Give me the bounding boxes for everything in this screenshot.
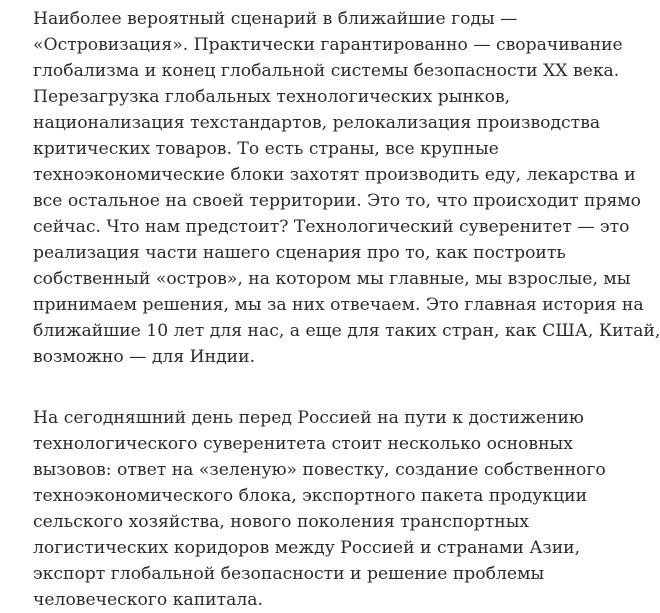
text-line: глобализма и конец глобальной системы безопасности ХХ века.: [33, 61, 620, 81]
text-line: сельского хозяйства, нового поколения транспортных: [33, 512, 530, 532]
text-line: реализация части нашего сценария про то, как построить: [33, 243, 566, 263]
text-line: экспорт глобальной безопасности и решение проблемы: [33, 564, 545, 584]
paragraph-2: [33, 405, 648, 613]
text-line: «Островизация». Практически гарантированно — сворачивание: [33, 35, 623, 55]
text-line: все остальное на своей территории. Это то, что происходит прямо: [33, 191, 642, 211]
text-line: национализация техстандартов, релокализация производства: [33, 113, 601, 133]
text-line: собственный «остров», на котором мы главные, мы взрослые, мы: [33, 269, 631, 289]
text-line: технологического суверенитета стоит несколько основных: [33, 434, 573, 454]
text-line: Наиболее вероятный сценарий в ближайшие годы —: [33, 9, 518, 29]
text-line: вызовов: ответ на «зеленую» повестку, создание собственного: [33, 460, 606, 480]
text-line: техноэкономические блоки захотят производить еду, лекарства и: [33, 165, 636, 185]
article-body: [33, 6, 660, 613]
text-line: критических товаров. То есть страны, все крупные: [33, 139, 499, 159]
text-line: Перезагрузка глобальных технологических рынков,: [33, 87, 511, 107]
text-line: принимаем решения, мы за них отвечаем. Это главная история на: [33, 295, 644, 315]
text-line: техноэкономического блока, экспортного пакета продукции: [33, 486, 588, 506]
text-line: человеческого капитала.: [33, 590, 264, 610]
text-line: логистических коридоров между Россией и странами Азии,: [33, 538, 581, 558]
text-line: сейчас. Что нам предстоит? Технологический суверенитет — это: [33, 217, 630, 237]
text-line: ближайшие 10 лет для нас, а еще для таких стран, как США, Китай,: [33, 321, 660, 341]
text-line: На сегодняшний день перед Россией на пути к достижению: [33, 408, 584, 428]
text-line: возможно — для Индии.: [33, 347, 256, 367]
paragraph-1: [33, 6, 660, 370]
